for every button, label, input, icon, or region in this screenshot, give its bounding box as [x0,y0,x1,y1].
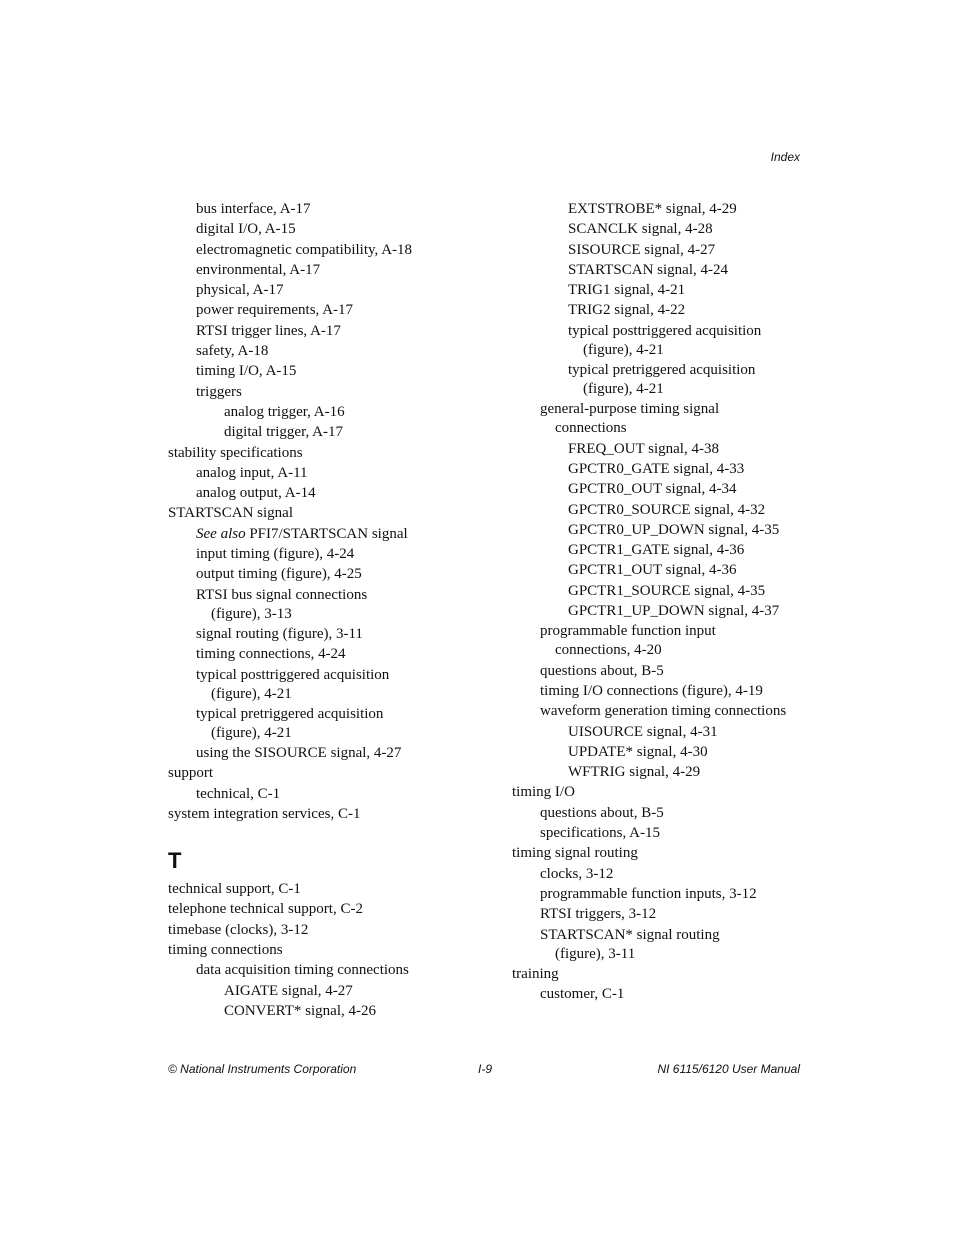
index-entry-text: SISOURCE signal, 4-27 [568,241,716,258]
index-entry [540,985,812,1004]
index-entry-text: GPCTR0_OUT signal, 4-34 [568,481,737,498]
index-entry [540,622,812,660]
index-entry-text: general-purpose timing signal [540,401,720,418]
index-entry-text: typical posttriggered acquisition [196,666,390,683]
index-entry-text: analog output, A-14 [196,485,316,502]
index-entry [540,824,812,843]
index-entry [196,785,498,804]
index-entry-continuation: (figure), 4-21 [583,341,664,358]
index-entry [196,586,498,624]
index-entry-text: customer, C-1 [540,986,625,1003]
index-entry-text: UPDATE* signal, 4-30 [568,743,708,760]
index-entry-text: stability specifications [168,444,303,461]
index-entry [168,941,498,960]
index-entry [568,241,812,260]
index-entry-text: system integration services, C-1 [168,806,361,823]
index-entry [568,501,812,520]
index-entry-text: telephone technical support, C-2 [168,901,363,918]
footer-page-number: I-9 [478,1062,493,1076]
index-entry-text: technical support, C-1 [168,881,301,898]
index-entry-text: bus interface, A-17 [196,201,311,217]
index-entry-text: power requirements, A-17 [196,302,354,319]
index-entry-continuation: connections [555,420,627,437]
index-entry [540,662,812,681]
index-entry [512,844,812,863]
index-entry [196,625,498,644]
index-entry-text: GPCTR1_SOURCE signal, 4-35 [568,582,766,599]
index-column-right [512,200,812,1005]
index-entry-text: typical pretriggered acquisition [568,362,756,379]
index-entry [224,403,498,422]
index-entry [196,565,498,584]
index-entry-text: digital I/O, A-15 [196,221,296,238]
index-entry-continuation: (figure), 4-21 [211,685,292,702]
index-entry-text: STARTSCAN signal [168,505,293,522]
index-entry [196,200,498,219]
index-entry [568,322,812,360]
index-entry-text: GPCTR1_UP_DOWN signal, 4-37 [568,603,780,620]
index-entry-text: TRIG2 signal, 4-22 [568,302,686,319]
index-entry-text: clocks, 3-12 [540,865,614,882]
index-entry-text: timing connections, 4-24 [196,646,346,663]
index-entry [196,241,498,260]
index-entry [540,682,812,701]
index-entry-text: analog trigger, A-16 [224,403,345,420]
running-header: Index [770,150,800,164]
index-entry [196,362,498,381]
index-entry [568,440,812,459]
index-entry [196,301,498,320]
index-entry-text: UISOURCE signal, 4-31 [568,723,718,740]
index-entry-text: triggers [196,383,242,400]
index-entry-text: GPCTR0_GATE signal, 4-33 [568,460,745,477]
index-entry [512,965,812,984]
index-entry-continuation: (figure), 4-21 [211,724,292,741]
index-entry [196,281,498,300]
index-entry [196,383,498,402]
index-entry-continuation: (figure), 3-11 [555,945,636,962]
index-entry-text: GPCTR0_SOURCE signal, 4-32 [568,501,766,518]
footer-manual-title: NI 6115/6120 User Manual [657,1062,800,1076]
index-entry-text: data acquisition timing connections [196,962,409,979]
index-entry-text: GPCTR0_UP_DOWN signal, 4-35 [568,521,780,538]
index-entry [196,666,498,704]
index-entry-text: FREQ_OUT signal, 4-38 [568,440,719,457]
index-entry [168,921,498,940]
index-entry-text: TRIG1 signal, 4-21 [568,282,686,299]
index-entry-text: training [512,965,559,982]
index-entry-text: STARTSCAN* signal routing [540,926,720,943]
index-entry-text: AIGATE signal, 4-27 [224,982,353,999]
index-entry-text: SCANCLK signal, 4-28 [568,221,713,238]
index-entry-text: timebase (clocks), 3-12 [168,921,309,938]
index-entry-text: RTSI trigger lines, A-17 [196,322,341,339]
index-entry-text: waveform generation timing connections [540,703,787,720]
index-entry-text: CONVERT* signal, 4-26 [224,1002,377,1019]
index-entry-text: input timing (figure), 4-24 [196,546,355,563]
index-entry-text: EXTSTROBE* signal, 4-29 [568,201,737,217]
index-entry-text: PFI7/STARTSCAN signal [245,525,408,542]
index-entry [168,805,498,824]
index-entry [568,743,812,762]
index-entry-text: using the SISOURCE signal, 4-27 [196,745,402,762]
index-entry [568,361,812,399]
index-entry-text: timing signal routing [512,845,638,862]
cross-reference-label: See also [196,525,246,542]
index-entry [196,220,498,239]
index-entry [196,744,498,763]
index-entry [512,783,812,802]
index-entry [568,301,812,320]
index-entry [168,900,498,919]
index-entry-text: timing I/O [512,784,575,801]
index-entry-text: physical, A-17 [196,282,284,299]
index-entry [168,764,498,783]
index-entry [568,521,812,540]
index-entry [540,885,812,904]
index-entry [540,865,812,884]
index-entry [196,645,498,664]
index-entry [568,480,812,499]
index-entry [196,705,498,743]
index-entry [568,763,812,782]
index-entry [540,702,812,721]
index-entry-text: programmable function inputs, 3-12 [540,885,757,902]
footer-copyright: © National Instruments Corporation [168,1062,357,1076]
index-entry [568,460,812,479]
index-entry-text: GPCTR1_OUT signal, 4-36 [568,562,737,579]
index-entry-text: RTSI triggers, 3-12 [540,906,657,923]
index-entry [540,926,812,964]
index-entry [168,504,498,523]
index-entry [568,281,812,300]
index-entry [224,982,498,1001]
index-entry [568,220,812,239]
index-entry [224,1002,498,1021]
index-entry [568,582,812,601]
index-entry-text: timing I/O connections (figure), 4-19 [540,682,763,699]
index-entry [196,322,498,341]
index-entry-text: technical, C-1 [196,785,281,802]
index-entry [540,905,812,924]
index-entry [196,464,498,483]
index-entry-text: WFTRIG signal, 4-29 [568,764,701,781]
index-entry [540,804,812,823]
index-entry [540,400,812,438]
index-entry [568,200,812,219]
index-entry-text: STARTSCAN signal, 4-24 [568,261,728,278]
index-entry-text: analog input, A-11 [196,464,308,481]
index-entry-text: RTSI bus signal connections [196,586,368,603]
index-entry [568,723,812,742]
index-entry-text: output timing (figure), 4-25 [196,566,362,583]
index-entry [196,261,498,280]
index-entry [568,602,812,621]
index-entry-text: electromagnetic compatibility, A-18 [196,241,413,258]
index-entry-text: support [168,765,213,782]
index-entry [196,545,498,564]
index-entry [224,423,498,442]
index-entry-text: GPCTR1_GATE signal, 4-36 [568,542,745,559]
index-entry-text: specifications, A-15 [540,825,660,842]
index-entry-text: digital trigger, A-17 [224,424,343,441]
index-entry [568,541,812,560]
index-entry-continuation: (figure), 4-21 [583,381,664,398]
index-entry-text: timing connections [168,941,283,958]
index-entry-text: programmable function input [540,623,716,640]
index-entry [196,961,498,980]
index-entry-text: questions about, B-5 [540,804,664,821]
index-entry-text: timing I/O, A-15 [196,363,297,380]
index-entry [196,525,498,544]
index-letter-heading: T [168,848,182,874]
index-entry [568,261,812,280]
index-entry [168,444,498,463]
index-column-left [168,200,498,1022]
index-entry-text: environmental, A-17 [196,261,321,278]
index-entry [196,342,498,361]
index-entry-continuation: (figure), 3-13 [211,605,292,622]
index-entry-text: signal routing (figure), 3-11 [196,625,363,642]
index-entry [168,880,498,899]
index-entry-text: questions about, B-5 [540,662,664,679]
index-entry-text: typical pretriggered acquisition [196,705,384,722]
index-entry-text: typical posttriggered acquisition [568,322,762,339]
index-entry [196,484,498,503]
index-entry-continuation: connections, 4-20 [555,642,662,659]
index-entry [568,561,812,580]
index-entry-text: safety, A-18 [196,343,269,360]
